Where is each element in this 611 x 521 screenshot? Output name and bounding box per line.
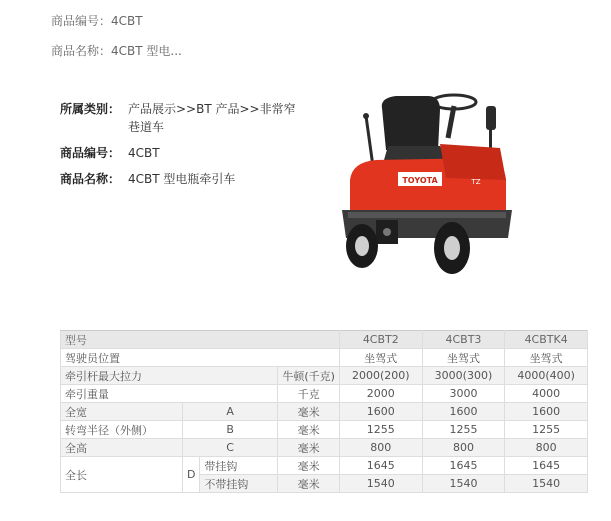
name-row [60, 170, 310, 188]
unit-cell: 毫米 [278, 403, 340, 421]
svg-text:TZ: TZ [471, 178, 481, 186]
model-col-2: 4CBT3 [422, 331, 505, 349]
code-cell: C [182, 439, 277, 457]
code-cell: A [182, 403, 277, 421]
top-product-name-value: 4CBT 型电... [111, 44, 182, 58]
cell: 3000 [422, 385, 505, 403]
row-label-height: 全高 [61, 439, 183, 457]
cell: 1600 [505, 403, 588, 421]
table-row [61, 367, 588, 385]
cell: 1255 [505, 421, 588, 439]
row-label-pull: 牵引杆最大拉力 [61, 367, 278, 385]
top-product-name [51, 42, 182, 59]
code-value: 4CBT [128, 146, 160, 160]
cell: 800 [422, 439, 505, 457]
top-product-code-value: 4CBT [111, 14, 143, 28]
sub-label-with-hook: 带挂钩 [200, 457, 278, 475]
unit-cell: 毫米 [278, 475, 340, 493]
row-label-width: 全宽 [61, 403, 183, 421]
table-row [61, 403, 588, 421]
table-row [61, 457, 588, 475]
row-label-driver: 驾驶员位置 [61, 349, 340, 367]
cell: 1255 [339, 421, 422, 439]
category-breadcrumb[interactable]: 产品展示>>BT 产品>>非常窄巷道车 [128, 102, 296, 134]
top-product-code-label: 商品编号： [51, 14, 112, 28]
row-label-length: 全长 [61, 457, 183, 493]
table-row [61, 421, 588, 439]
table-row [61, 349, 588, 367]
category-row [60, 100, 310, 136]
top-product-code [51, 12, 143, 29]
cell: 1600 [422, 403, 505, 421]
cell: 坐驾式 [422, 349, 505, 367]
name-label: 商品名称： [60, 172, 121, 186]
spec-table [60, 330, 588, 493]
name-value: 4CBT 型电瓶牵引车 [128, 172, 236, 186]
code-cell: B [182, 421, 277, 439]
cell: 4000 [505, 385, 588, 403]
unit-cell: 千克 [278, 385, 340, 403]
row-label-weight: 牵引重量 [61, 385, 278, 403]
cell: 坐驾式 [505, 349, 588, 367]
unit-cell: 毫米 [278, 457, 340, 475]
code-row [60, 144, 310, 162]
cell: 800 [505, 439, 588, 457]
sub-label-without-hook: 不带挂钩 [200, 475, 278, 493]
cell: 1540 [422, 475, 505, 493]
cell: 1540 [339, 475, 422, 493]
cell: 1540 [505, 475, 588, 493]
row-label-radius: 转弯半径（外侧） [61, 421, 183, 439]
cell: 坐驾式 [339, 349, 422, 367]
product-info-panel [60, 100, 310, 196]
table-row [61, 385, 588, 403]
cell: 3000(300) [422, 367, 505, 385]
cell: 1645 [422, 457, 505, 475]
cell: 1645 [339, 457, 422, 475]
spec-header-label: 型号 [61, 331, 340, 349]
cell: 1600 [339, 403, 422, 421]
cell: 2000 [339, 385, 422, 403]
cell: 4000(400) [505, 367, 588, 385]
svg-text:TOYOTA: TOYOTA [402, 176, 438, 185]
top-product-name-label: 商品名称： [51, 44, 112, 58]
model-col-1: 4CBT2 [339, 331, 422, 349]
cell: 1645 [505, 457, 588, 475]
unit-cell: 毫米 [278, 421, 340, 439]
cell: 1255 [422, 421, 505, 439]
cell: 800 [339, 439, 422, 457]
unit-cell: 毫米 [278, 439, 340, 457]
model-col-3: 4CBTK4 [505, 331, 588, 349]
code-cell: D [182, 457, 199, 493]
category-label: 所属类别： [60, 102, 121, 116]
unit-cell: 牛顿(千克) [278, 367, 340, 385]
spec-header-row [61, 331, 588, 349]
cell: 2000(200) [339, 367, 422, 385]
table-row [61, 439, 588, 457]
code-label: 商品编号： [60, 146, 121, 160]
tow-tractor-image [336, 88, 518, 280]
